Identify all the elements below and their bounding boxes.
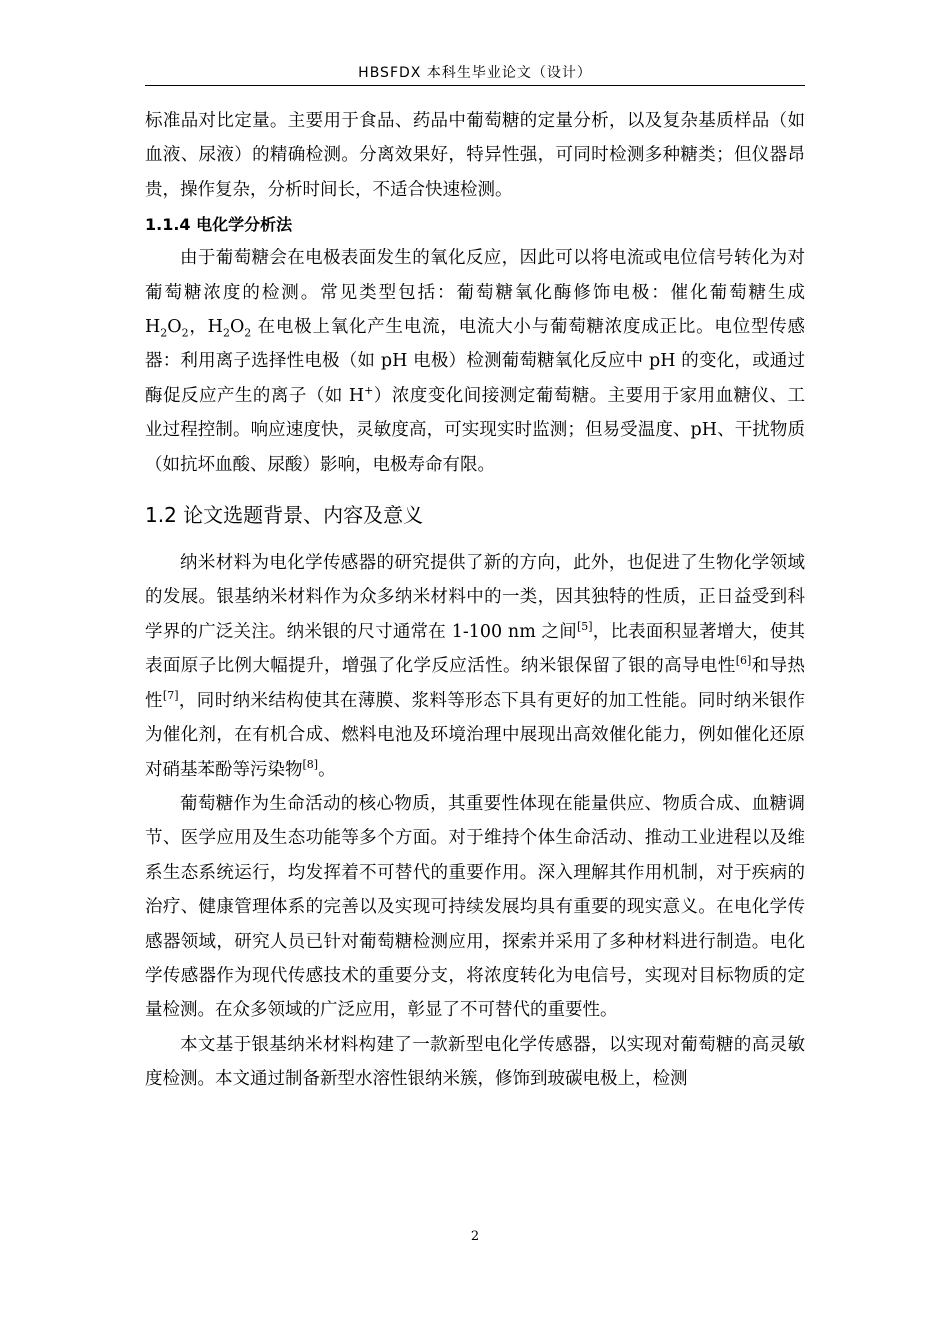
text-run: 。: [318, 759, 336, 780]
text-run: O: [229, 317, 245, 338]
citation-ref-6[interactable]: [6]: [735, 654, 752, 668]
text-run: ，H: [188, 317, 223, 338]
subscript: 2: [222, 326, 230, 340]
text-run: 和导热性: [145, 656, 805, 711]
citation-ref-8[interactable]: [8]: [302, 757, 319, 771]
subscript: 2: [244, 326, 252, 340]
page-body: [145, 104, 805, 1097]
section-heading-1-2: 1.2 论文选题背景、内容及意义: [145, 503, 424, 528]
paragraph-electrochemical: [145, 241, 805, 482]
paragraph-this-work: 本文基于银基纳米材料构建了一款新型电化学传感器，以实现对葡萄糖的高灵敏度检测。本文通过制备新型水溶性银纳米簇，修饰到玻碳电极上，检测: [145, 1034, 805, 1090]
paragraph-glucose: 葡萄糖作为生命活动的核心物质，其重要性体现在能量供应、物质合成、血糖调节、医学应用及生态功能等多个方面。对于维持个体生命活动、推动工业进程以及维系生态系统运行，均发挥着不可替代的重要作用。深入理解其作用机制，对于疾病的治疗、健康管理体系的完善以及实现可持续发展均具有重要的现实意义。在电化学传感器领域，研究人员已针对葡萄糖检测应用，探索并采用了多种材料进行制造。电化学传感器作为现代传感技术的重要分支，将浓度转化为电信号，实现对目标物质的定量检测。在众多领域的广泛应用，彰显了不可替代的重要性。: [145, 793, 805, 1021]
subscript: 2: [181, 326, 189, 340]
text-run: 由于葡萄糖会在电极表面发生的氧化反应，因此可以将电流或电位信号转化为对葡萄糖浓度的检测。常见类型包括：葡萄糖氧化酶修饰电极：催化葡萄糖生成 H: [145, 248, 805, 338]
text-run: O: [167, 317, 182, 338]
paragraph-continued: 标准品对比定量。主要用于食品、药品中葡萄糖的定量分析，以及复杂基质样品（如血液、尿液）的精确检测。分离效果好，特异性强，可同时检测多种糖类；但仪器昂贵，操作复杂，分析时间长，不适合快速检测。: [145, 111, 805, 200]
page-number: 2: [470, 1229, 480, 1244]
running-header: HBSFDX 本科生毕业论文（设计）: [358, 65, 592, 81]
paragraph-nanomaterials: [145, 546, 805, 787]
header-divider: [145, 85, 805, 86]
section-heading-1-1-4: 1.1.4 电化学分析法: [145, 215, 293, 235]
subscript: 2: [160, 326, 168, 340]
text-run: ，比表面积显著增大，使其表面原子比例大幅提升，增强了化学反应活性。纳米银保留了银的高导电性: [145, 621, 805, 677]
citation-ref-7[interactable]: [7]: [162, 688, 179, 702]
text-run: ）浓度变化间接测定葡萄糖。主要用于家用血糖仪、工业过程控制。响应速度快，灵敏度高，可实现实时监测；但易受温度、pH、干扰物质（如抗坏血酸、尿酸）影响，电极寿命有限。: [145, 385, 806, 475]
citation-ref-5[interactable]: [5]: [576, 620, 593, 634]
text-run: ，同时纳米结构使其在薄膜、浆料等形态下具有更好的加工性能。同时纳米银作为催化剂，在有机合成、燃料电池及环境治理中展现出高效催化能力，例如催化还原对硝基苯酚等污染物: [145, 690, 806, 780]
text-run: 在电极上氧化产生电流，电流大小与葡萄糖浓度成正比。电位型传感器：利用离子选择性电极（如 pH 电极）检测葡萄糖氧化反应中 pH 的变化，或通过酶促反应产生的离子（如 H: [145, 317, 806, 406]
text-run: 纳米材料为电化学传感器的研究提供了新的方向，此外，也促进了生物化学领域的发展。银基纳米材料作为众多纳米材料中的一类，因其独特的性质，正日益受到科学界的广泛关注。纳米银的尺寸通常在 1-100 nm 之间: [145, 553, 805, 642]
superscript: +: [364, 384, 374, 398]
